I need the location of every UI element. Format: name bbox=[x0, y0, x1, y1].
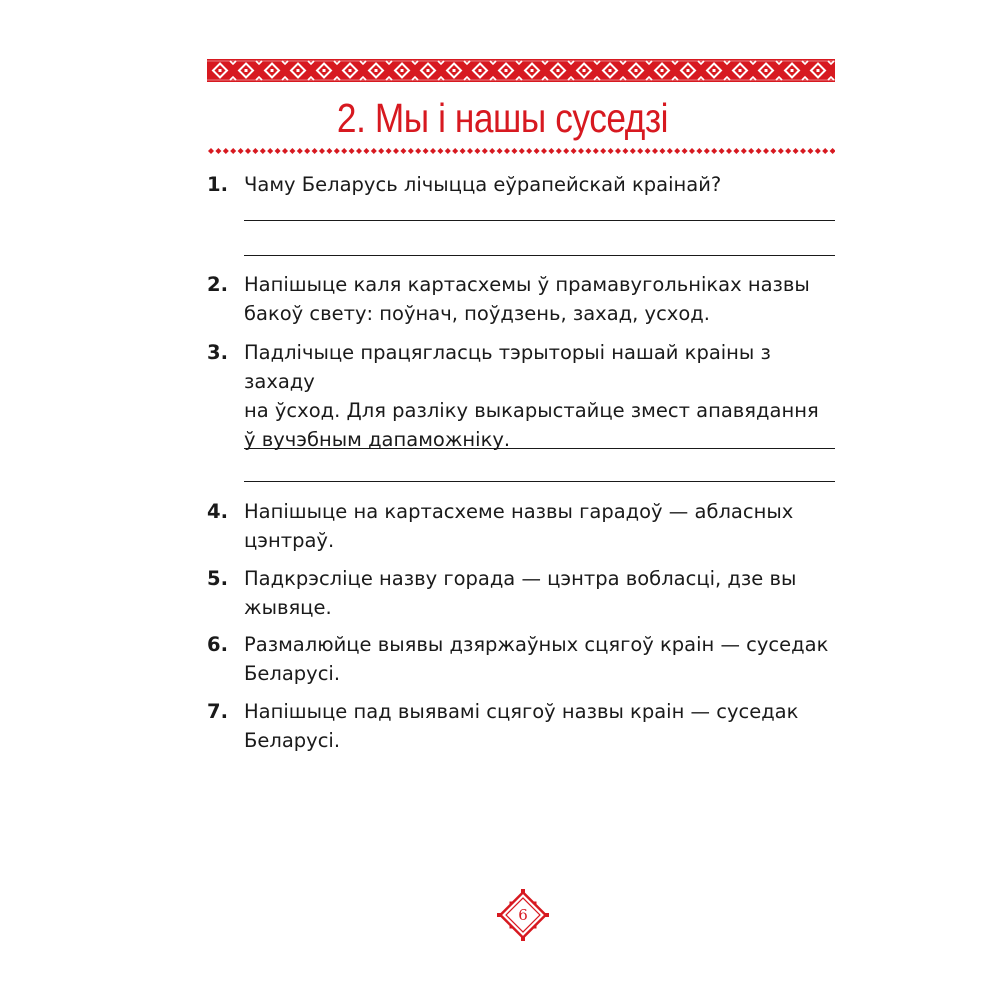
task-number: 5. bbox=[207, 567, 228, 590]
answer-line[interactable] bbox=[244, 255, 835, 256]
task-number: 6. bbox=[207, 633, 228, 656]
task-number: 4. bbox=[207, 500, 228, 523]
task-text: Падлічыце працягласць тэрыторыі нашай краіны з захаду на ўсход. Для разліку выкарыстайце змест апавядання ў вучэбным дапаможніку. bbox=[244, 341, 819, 451]
task-text: Напішыце каля картасхемы ў прамавугольніках назвы бакоў свету: поўнач, поўдзень, захад, усход. bbox=[244, 273, 810, 325]
task-text: Падкрэсліце назву горада — цэнтра вобласці, дзе вы жывяце. bbox=[244, 567, 797, 619]
answer-line[interactable] bbox=[244, 481, 835, 482]
task-text: Напішыце пад выявамі сцягоў назвы краін — суседак Беларусі. bbox=[244, 700, 799, 752]
task-text: Напішыце на картасхеме назвы гарадоў — абласных цэнтраў. bbox=[244, 500, 794, 552]
task-number: 2. bbox=[207, 273, 228, 296]
task-text: Размалюйце выявы дзяржаўных сцягоў краін — суседак Беларусі. bbox=[244, 633, 829, 685]
page-number: 6 bbox=[518, 906, 528, 924]
ornament-band bbox=[207, 59, 835, 82]
task-number: 1. bbox=[207, 173, 228, 196]
task-number: 7. bbox=[207, 700, 228, 723]
task-number: 3. bbox=[207, 341, 228, 364]
dotted-divider bbox=[207, 144, 835, 158]
answer-line[interactable] bbox=[244, 448, 835, 449]
task-text: Чаму Беларусь лічыцца еўрапейскай краінай? bbox=[244, 173, 722, 196]
answer-line[interactable] bbox=[244, 220, 835, 221]
section-title: 2. Мы і нашы суседзі bbox=[336, 95, 669, 141]
